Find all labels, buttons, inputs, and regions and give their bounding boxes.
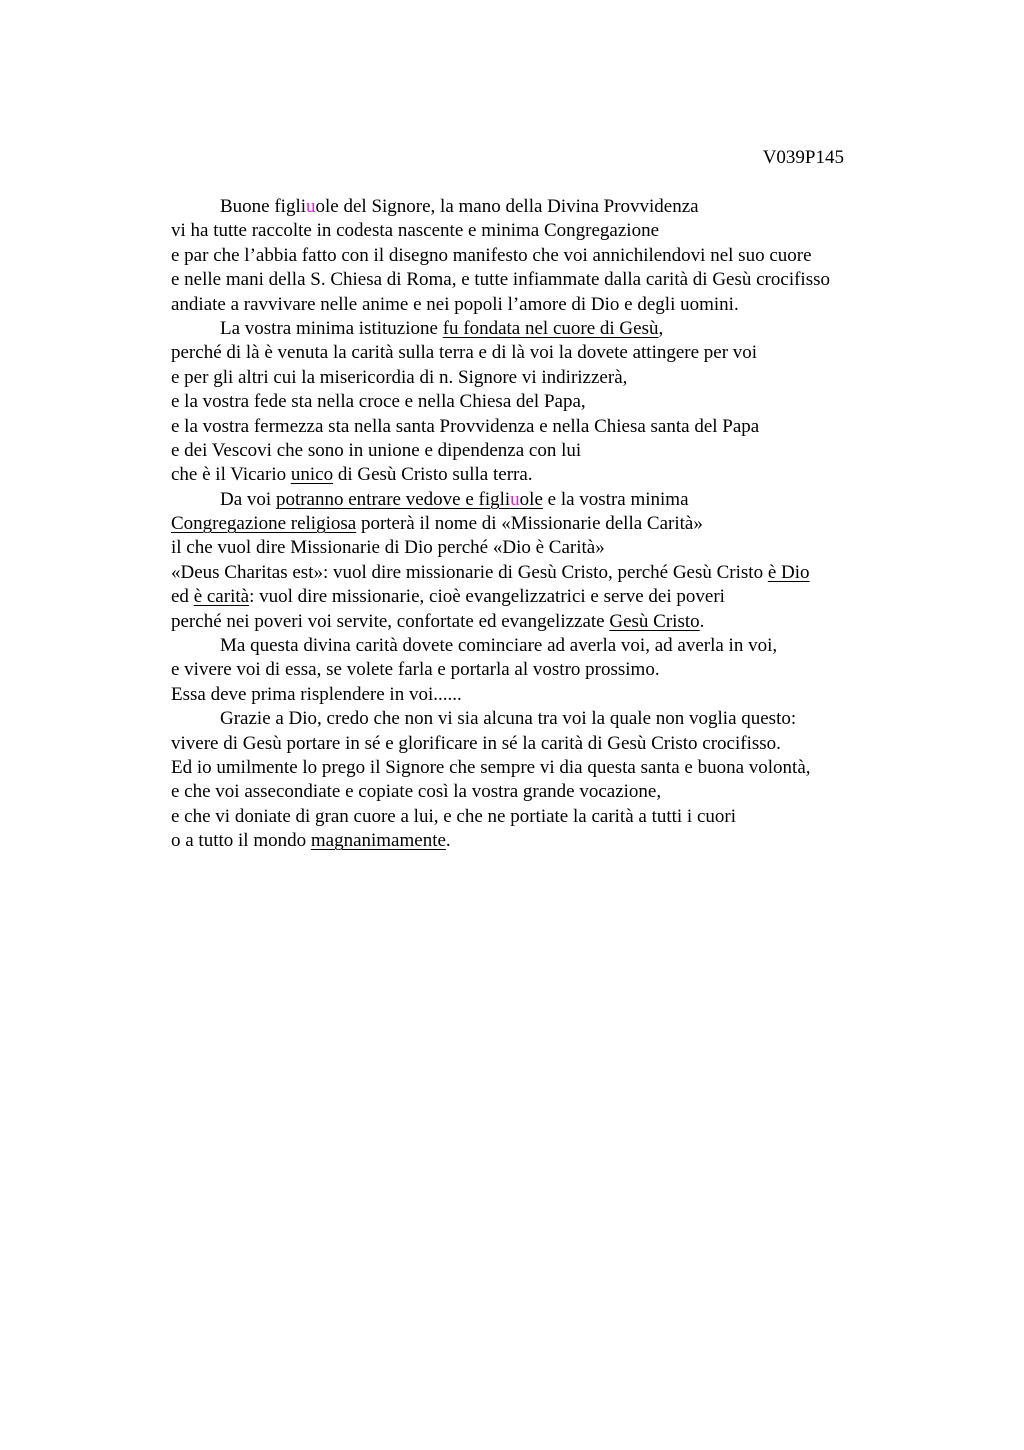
- text-line: e nelle mani della S. Chiesa di Roma, e tutte infiammate dalla carità di Gesù crocifisso: [171, 269, 830, 291]
- text-line: «Deus Charitas est»: vuol dire missionarie di Gesù Cristo, perché Gesù Cristo è Dio: [171, 561, 810, 583]
- text-line: Buone figliuole del Signore, la mano della Divina Provvidenza: [220, 196, 699, 217]
- text-line: Ma questa divina carità dovete cominciare ad averla voi, ad averla in voi,: [220, 635, 778, 657]
- text-line: perché di là è venuta la carità sulla terra e di là voi la dovete attingere per voi: [171, 342, 758, 364]
- text-line: Da voi potranno entrare vedove e figliuole e la vostra minima: [220, 488, 689, 510]
- text-line: Essa deve prima risplendere in voi......: [171, 683, 462, 705]
- underlined-phrase: è carità: [193, 586, 250, 608]
- text-line: Grazie a Dio, credo che non vi sia alcuna tra voi la quale non voglia questo:: [220, 708, 797, 730]
- text-line: e che voi assecondiate e copiate così la vostra grande vocazione,: [171, 781, 662, 803]
- highlighted-letter: u: [306, 196, 316, 217]
- underlined-phrase: è Dio: [767, 561, 810, 583]
- text-line: vivere di Gesù portare in sé e glorificare in sé la carità di Gesù Cristo crocifisso.: [171, 732, 781, 754]
- text-line: e dei Vescovi che sono in unione e dipendenza con lui: [171, 439, 582, 461]
- text-line: e per gli altri cui la misericordia di n. Signore vi indirizzerà,: [171, 366, 628, 388]
- letter-body: [171, 195, 911, 854]
- text-line: e la vostra fermezza sta nella santa Provvidenza e nella Chiesa santa del Papa: [171, 415, 760, 437]
- text-line: e par che l’abbia fatto con il disegno manifesto che voi annichilendovi nel suo cuore: [171, 244, 812, 266]
- text-line: andiate a ravvivare nelle anime e nei popoli l’amore di Dio e degli uomini.: [171, 293, 739, 315]
- text-line: e che vi doniate di gran cuore a lui, e che ne portiate la carità a tutti i cuori: [171, 805, 736, 827]
- text-line: ed è carità: vuol dire missionarie, cioè evangelizzatrici e serve dei poveri: [171, 586, 725, 608]
- underlined-phrase: fu fondata nel cuore di Gesù: [442, 317, 659, 339]
- text-line: La vostra minima istituzione fu fondata nel cuore di Gesù,: [220, 317, 664, 339]
- text-line: e vivere voi di essa, se volete farla e portarla al vostro prossimo.: [171, 659, 660, 681]
- text-line: il che vuol dire Missionarie di Dio perché «Dio è Carità»: [171, 537, 605, 559]
- text-line: perché nei poveri voi servite, confortate ed evangelizzate Gesù Cristo.: [171, 610, 705, 632]
- underlined-phrase: unico: [290, 464, 334, 486]
- text-line: e la vostra fede sta nella croce e nella Chiesa del Papa,: [171, 391, 586, 413]
- text-line: che è il Vicario unico di Gesù Cristo sulla terra.: [171, 464, 533, 486]
- underlined-phrase: Gesù Cristo: [609, 610, 700, 632]
- underlined-phrase: magnanimamente: [310, 830, 446, 852]
- text-line: Ed io umilmente lo prego il Signore che sempre vi dia questa santa e buona volontà,: [171, 756, 811, 778]
- underlined-phrase: Congregazione religiosa: [171, 513, 357, 535]
- page-code: V039P145: [762, 147, 844, 168]
- text-line: vi ha tutte raccolte in codesta nascente e minima Congregazione: [171, 220, 659, 242]
- highlighted-letter: u: [510, 488, 520, 510]
- underlined-phrase: potranno entrare vedove e figliuole: [275, 488, 543, 510]
- text-line: Congregazione religiosa porterà il nome di «Missionarie della Carità»: [171, 513, 703, 535]
- text-line: o a tutto il mondo magnanimamente.: [171, 830, 451, 852]
